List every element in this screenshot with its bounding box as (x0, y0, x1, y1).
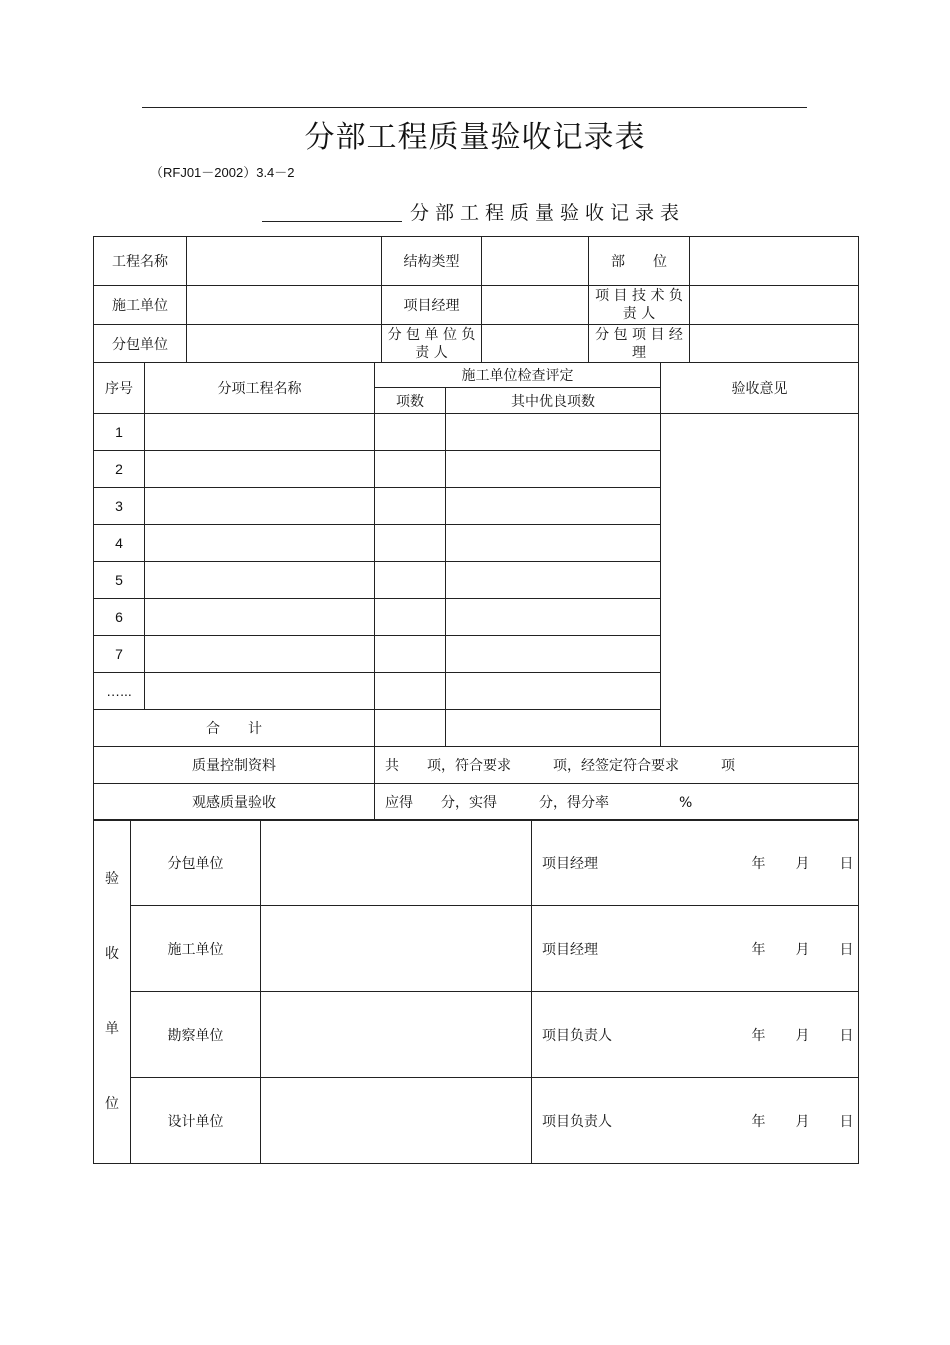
unit-label: 分包单位 (131, 820, 261, 906)
acceptance-vertical-label (94, 820, 131, 1164)
total-count-cell[interactable] (375, 710, 446, 747)
row-number: 2 (94, 451, 145, 488)
item-name-cell[interactable] (145, 488, 375, 525)
seq-header: 序号 (94, 363, 145, 414)
count-cell[interactable] (375, 414, 446, 451)
tech-lead-field[interactable] (690, 286, 859, 325)
row-number: 5 (94, 562, 145, 599)
project-name-label: 工程名称 (94, 237, 187, 286)
project-manager-field[interactable] (482, 286, 589, 325)
date-field[interactable] (722, 820, 859, 906)
total-label: 合 计 (94, 710, 375, 747)
subcontract-lead-field[interactable] (482, 325, 589, 363)
unit-signature-field[interactable] (261, 820, 532, 906)
date-field[interactable] (722, 1078, 859, 1164)
unit-signature-field[interactable] (261, 1078, 532, 1164)
item-name-cell[interactable] (145, 414, 375, 451)
count-cell[interactable] (375, 673, 446, 710)
day-label: 日 (839, 855, 854, 872)
subcontract-lead-label: 分 包 单 位 负 责 人 (382, 325, 482, 363)
item-name-header: 分项工程名称 (145, 363, 375, 414)
unit-label: 施工单位 (131, 906, 261, 992)
excellent-cell[interactable] (446, 525, 661, 562)
total-excellent-cell[interactable] (446, 710, 661, 747)
role-label: 项目负责人 (532, 1078, 722, 1164)
construction-unit-field[interactable] (187, 286, 382, 325)
project-name-field[interactable] (187, 237, 382, 286)
unit-label: 勘察单位 (131, 992, 261, 1078)
count-cell[interactable] (375, 562, 446, 599)
location-label: 部 位 (589, 237, 690, 286)
row-number: 1 (94, 414, 145, 451)
year-label: 年 (751, 941, 766, 958)
opinion-header: 验收意见 (661, 363, 859, 414)
excellent-cell[interactable] (446, 414, 661, 451)
item-name-cell[interactable] (145, 673, 375, 710)
items-table (93, 362, 859, 821)
info-table (93, 236, 859, 363)
structure-type-field[interactable] (482, 237, 589, 286)
excellent-cell[interactable] (446, 673, 661, 710)
role-label: 项目负责人 (532, 992, 722, 1078)
count-cell[interactable] (375, 525, 446, 562)
role-label: 项目经理 (532, 820, 722, 906)
structure-type-label: 结构类型 (382, 237, 482, 286)
count-header: 项数 (375, 388, 446, 414)
document-title: 分部工程质量验收记录表 (304, 120, 646, 155)
month-label: 月 (795, 1113, 810, 1130)
project-manager-label: 项目经理 (382, 286, 482, 325)
visual-quality-label: 观感质量验收 (94, 784, 375, 821)
vertical-char: 单 (105, 1020, 119, 1037)
excellent-header: 其中优良项数 (446, 388, 661, 414)
quality-control-text: 共 项，符合要求 项，经签定符合要求 项 (375, 747, 859, 784)
item-name-cell[interactable] (145, 562, 375, 599)
unit-label: 设计单位 (131, 1078, 261, 1164)
form-code: （RFJ01－2002）3.4－2 (150, 165, 295, 180)
day-label: 日 (839, 1113, 854, 1130)
year-label: 年 (751, 855, 766, 872)
subtitle-blank-line (262, 221, 402, 222)
excellent-cell[interactable] (446, 599, 661, 636)
vertical-char: 验 (105, 870, 119, 887)
count-cell[interactable] (375, 451, 446, 488)
date-field[interactable] (722, 992, 859, 1078)
count-cell[interactable] (375, 599, 446, 636)
tech-lead-label: 项 目 技 术 负 责 人 (589, 286, 690, 325)
subcontract-pm-field[interactable] (690, 325, 859, 363)
item-name-cell[interactable] (145, 525, 375, 562)
subcontract-pm-label: 分 包 项 目 经 理 (589, 325, 690, 363)
row-number: 4 (94, 525, 145, 562)
item-name-cell[interactable] (145, 451, 375, 488)
role-label: 项目经理 (532, 906, 722, 992)
year-label: 年 (751, 1113, 766, 1130)
item-name-cell[interactable] (145, 636, 375, 673)
excellent-cell[interactable] (446, 451, 661, 488)
eval-header: 施工单位检查评定 (375, 363, 661, 388)
excellent-cell[interactable] (446, 488, 661, 525)
unit-signature-field[interactable] (261, 992, 532, 1078)
item-name-cell[interactable] (145, 599, 375, 636)
opinion-cell[interactable] (661, 414, 859, 747)
quality-control-label: 质量控制资料 (94, 747, 375, 784)
top-rule (142, 107, 807, 108)
form-subtitle: 分部工程质量验收记录表 (410, 202, 686, 224)
row-number: 3 (94, 488, 145, 525)
row-number: 7 (94, 636, 145, 673)
year-label: 年 (751, 1027, 766, 1044)
excellent-cell[interactable] (446, 562, 661, 599)
count-cell[interactable] (375, 488, 446, 525)
location-field[interactable] (690, 237, 859, 286)
subcontract-unit-field[interactable] (187, 325, 382, 363)
date-field[interactable] (722, 906, 859, 992)
acceptance-table (93, 819, 859, 1164)
excellent-cell[interactable] (446, 636, 661, 673)
month-label: 月 (795, 1027, 810, 1044)
day-label: 日 (839, 1027, 854, 1044)
vertical-char: 位 (105, 1095, 119, 1112)
construction-unit-label: 施工单位 (94, 286, 187, 325)
day-label: 日 (839, 941, 854, 958)
row-number: …... (94, 673, 145, 710)
visual-quality-text: 应得 分，实得 分，得分率 % (375, 784, 859, 821)
month-label: 月 (795, 855, 810, 872)
vertical-char: 收 (105, 945, 119, 962)
count-cell[interactable] (375, 636, 446, 673)
subcontract-unit-label: 分包单位 (94, 325, 187, 363)
month-label: 月 (795, 941, 810, 958)
row-number: 6 (94, 599, 145, 636)
unit-signature-field[interactable] (261, 906, 532, 992)
